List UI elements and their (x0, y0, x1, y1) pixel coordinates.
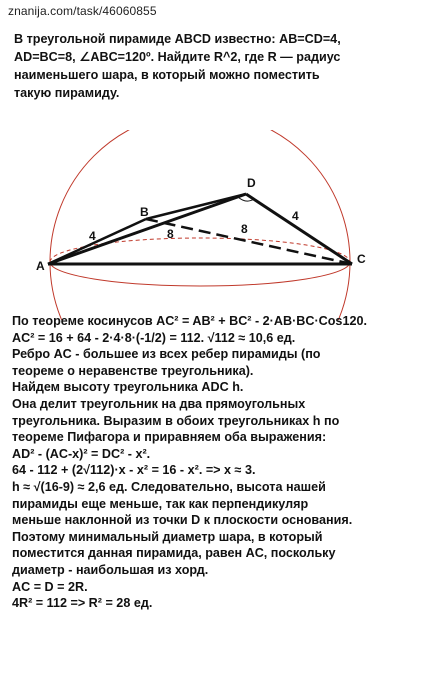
edge-bc (146, 219, 352, 264)
solution-line: 4R² = 112 => R² = 28 ед. (12, 596, 153, 611)
solution-line: Ребро AC - большее из всех ребер пирамиды (по (12, 347, 321, 362)
edge-label-dc: 4 (292, 209, 299, 223)
sphere-equator-front (50, 262, 350, 286)
edge-bd (146, 194, 246, 219)
solution-line: AC = D = 2R. (12, 579, 88, 594)
vertex-label-c: C (357, 252, 366, 266)
solution-line: Поэтому минимальный диаметр шара, в который (12, 529, 323, 544)
solution-line: Найдем высоту треугольника ADC h. (12, 380, 244, 395)
solution-line: теореме о неравенстве треугольника). (12, 363, 254, 378)
solution-line: По теореме косинусов AC² = AB² + BC² - 2·AB·BC·Cos120. (12, 314, 367, 328)
edge-label-bc: 8 (167, 227, 174, 241)
problem-statement (14, 30, 416, 102)
edge-label-ad: 8 (241, 222, 248, 236)
solution-line: пирамиды еще меньше, так как перпендикуляр (12, 496, 309, 511)
vertex-label-d: D (247, 176, 256, 190)
edge-dc (246, 194, 352, 264)
solution-line: теореме Пифагора и приравняем оба выражения: (12, 430, 327, 445)
solution-line: меньше наклонной из точки D к плоскости основания. (12, 513, 353, 528)
sphere-circle (50, 130, 350, 320)
solution-line: h ≈ √(16-9) ≈ 2,6 ед. Следовательно, высота нашей (12, 479, 326, 494)
problem-line: наименьшего шара, в который можно поместить (14, 68, 320, 82)
vertex-label-b: B (140, 205, 149, 219)
vertex-label-a: A (36, 259, 45, 273)
pyramid-sphere-figure (0, 130, 422, 320)
problem-line: В треугольной пирамиде ABCD известно: AB=CD=4, (14, 32, 341, 46)
problem-line: такую пирамиду. (14, 86, 120, 100)
edge-label-ab: 4 (89, 229, 96, 243)
solution-line: 64 - 112 + (2√112)·x - x² = 16 - x². => x ≈ 3. (12, 463, 256, 478)
solution-line: AC² = 16 + 64 - 2·4·8·(-1/2) = 112. √112 ≈ 10,6 ед. (12, 330, 296, 345)
solution-line: Она делит треугольник на два прямоугольных (12, 396, 306, 411)
solution-line: диаметр - наибольшая из хорд. (12, 562, 209, 577)
solution-line: поместится данная пирамида, равен AC, поскольку (12, 546, 336, 561)
solution-line: AD² - (AC-x)² = DC² - x². (12, 446, 151, 461)
problem-line: AD=BC=8, ∠ABC=120º. Найдите R^2, где R — радиус (14, 50, 341, 64)
solution-line: треугольника. Выразим в обоих треугольниках h по (12, 413, 340, 428)
solution-text (12, 313, 420, 612)
source-watermark: znanija.com/task/46060855 (8, 4, 157, 18)
